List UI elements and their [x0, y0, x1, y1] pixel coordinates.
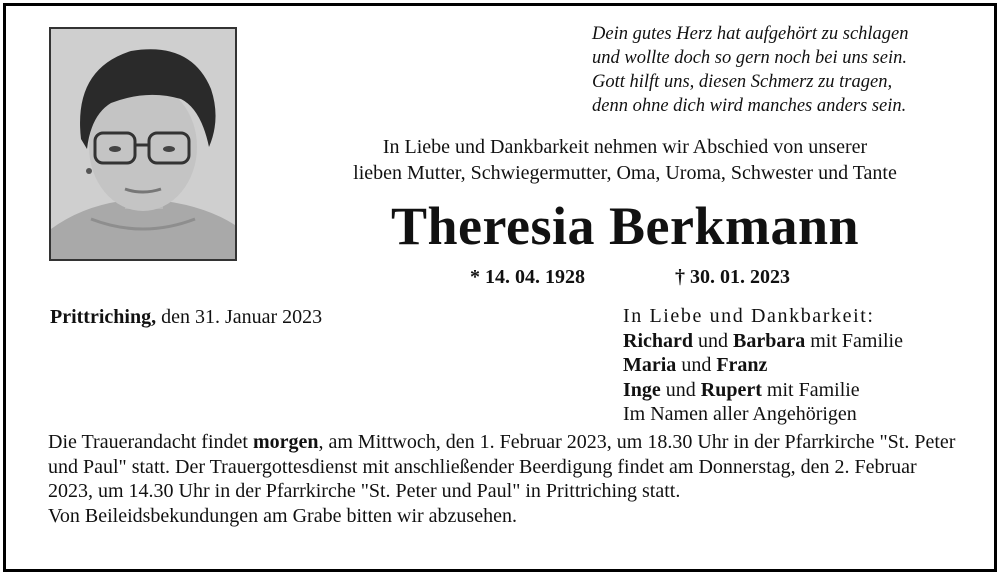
mourner-connector: und — [660, 378, 701, 401]
poem-line: und wollte doch so gern noch bei uns sein. — [592, 48, 907, 68]
service-notice — [48, 430, 958, 528]
poem — [592, 22, 952, 118]
mourner-name: Barbara — [733, 329, 806, 352]
mourner-row: Im Namen aller Angehörigen — [623, 403, 857, 425]
intro-text — [290, 134, 960, 186]
date-text: den 31. Januar 2023 — [156, 306, 323, 328]
mourners-heading: In Liebe und Dankbarkeit: — [623, 305, 875, 327]
death-date: † 30. 01. 2023 — [675, 266, 790, 288]
place-name: Prittriching, — [50, 306, 157, 328]
mourner-row — [623, 329, 903, 354]
mourner-connector: und — [693, 329, 733, 352]
mourner-name: Richard — [623, 329, 693, 352]
notice-paragraph — [48, 430, 958, 504]
notice-emphasis: morgen — [252, 431, 319, 453]
mourner-row — [623, 353, 903, 378]
mourner-row — [623, 378, 903, 403]
intro-line-2: lieben Mutter, Schwiegermutter, Oma, Uroma, Schwester und Tante — [353, 162, 897, 184]
portrait-image — [51, 29, 235, 259]
mourners-list — [623, 304, 903, 427]
mourner-name: Maria — [623, 354, 677, 376]
life-dates — [470, 266, 790, 289]
notice-paragraph: Von Beileidsbekundungen am Grabe bitten wir abzusehen. — [48, 504, 517, 527]
notice-text: , am Mittwoch, den 1. Februar 2023, um 18.30 Uhr in der Pfarrkirche "St. Peter und Paul" statt. Der Trauergottesdienst mit anschließender Beerdigung findet am Donnerstag, den 2. Februar 2023, um 14.30 Uhr in der Pfarrkirche "St. Peter und Paul" in Prittriching statt. — [48, 431, 956, 502]
portrait-photo — [49, 27, 237, 261]
intro-line-1: In Liebe und Dankbarkeit nehmen wir Abschied von unserer — [382, 136, 868, 158]
mourner-name: Franz — [716, 354, 768, 376]
poem-line: Dein gutes Herz hat aufgehört zu schlagen — [592, 24, 909, 44]
mourner-name: Rupert — [700, 378, 762, 401]
mourner-suffix: mit Familie — [761, 378, 860, 401]
place-and-date — [50, 306, 322, 329]
mourner-connector: und — [676, 354, 717, 376]
mourner-suffix: mit Familie — [805, 329, 903, 352]
mourner-name: Inge — [623, 378, 661, 401]
notice-text: Die Trauerandacht findet — [48, 431, 253, 453]
birth-date: * 14. 04. 1928 — [470, 266, 585, 288]
poem-line: denn ohne dich wird manches anders sein. — [592, 96, 907, 116]
poem-line: Gott hilft uns, diesen Schmerz zu tragen, — [592, 72, 893, 92]
deceased-name: Theresia Berkmann — [390, 196, 860, 256]
